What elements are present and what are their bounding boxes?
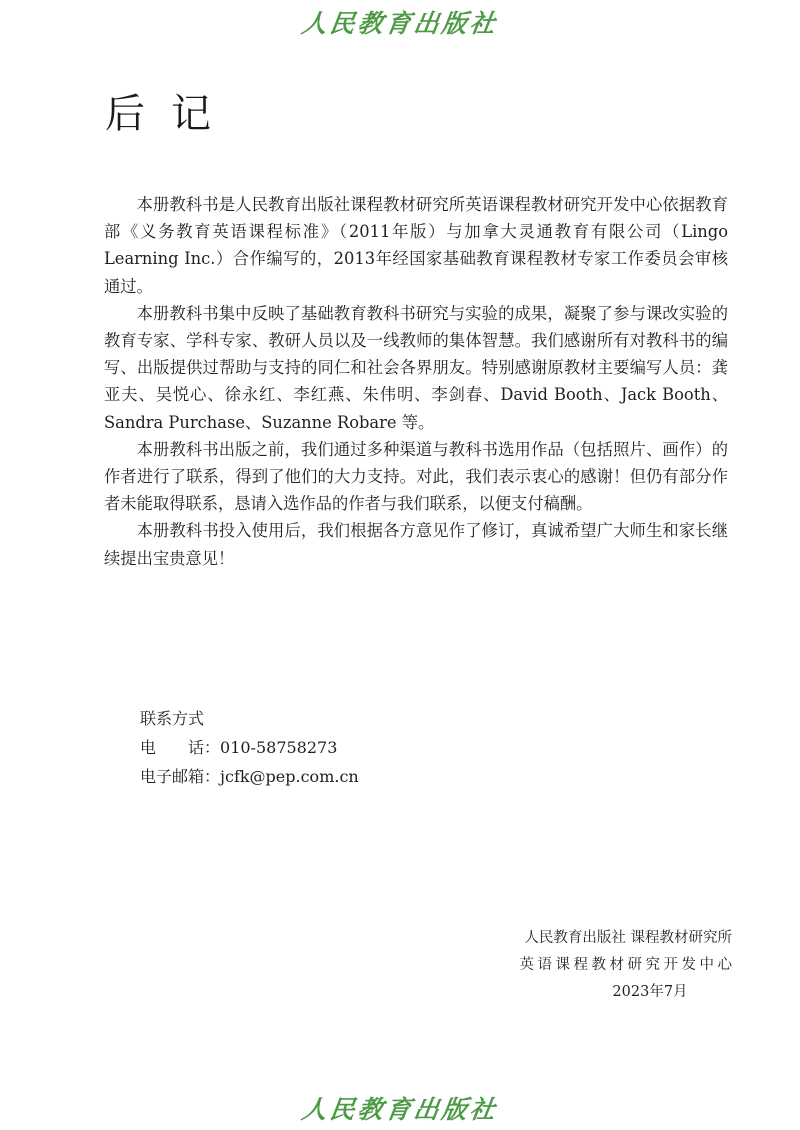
phone-number: 010-58758273 [220, 738, 338, 757]
email-label: 电子邮箱： [140, 767, 221, 786]
page-title: 后记 [105, 91, 237, 137]
signature-org: 人民教育出版社 课程教材研究所 [524, 930, 732, 946]
publisher-logo-header: 人民教育出版社 [299, 9, 500, 38]
signature-block [472, 925, 736, 1006]
paragraph-3: 本册教科书出版之前，我们通过多种渠道与教科书选用作品（包括照片、画作）的作者进行了联系，得到了他们的大力支持。对此，我们表示衷心的感谢！但仍有部分作者未能取得联系，恳请入选作品的作者与我们联系，以便支付稿酬。 [104, 439, 728, 514]
signature-dept: 英语课程教材研究开发中心 [519, 957, 736, 973]
publisher-logo-footer: 人民教育出版社 [299, 1095, 500, 1124]
paragraph-1: 本册教科书是人民教育出版社课程教材研究所英语课程教材研究开发中心依据教育部《义务教育英语课程标准》（2011年版）与加拿大灵通教育有限公司（Lingo Learning Inc.）合作编写的，2013年经国家基础教育课程教材专家工作委员会审核通过。 [104, 195, 728, 296]
contact-block [140, 704, 359, 791]
paragraph-4: 本册教科书投入使用后，我们根据各方意见作了修订，真诚希望广大师生和家长继续提出宝贵意见！ [104, 521, 728, 568]
contact-heading: 联系方式 [140, 709, 205, 728]
contact-phone-row [140, 733, 359, 762]
email-address: jcfk@pep.com.cn [220, 767, 359, 786]
afterword-body [104, 191, 728, 572]
phone-label: 电 话： [140, 738, 221, 757]
paragraph-2: 本册教科书集中反映了基础教育教科书研究与实验的成果，凝聚了参与课改实验的教育专家、学科专家、教研人员以及一线教师的集体智慧。我们感谢所有对教科书的编写、出版提供过帮助与支持的同仁和社会各界朋友。特别感谢原教材主要编写人员：龚亚夫、吴悦心、徐永红、李红燕、朱伟明、李剑春、David Booth、Jack Booth、Sandra Purchase、Suzanne Robare 等。 [104, 303, 728, 432]
signature-date: 2023年7月 [612, 984, 688, 1000]
contact-email-row [140, 762, 359, 791]
